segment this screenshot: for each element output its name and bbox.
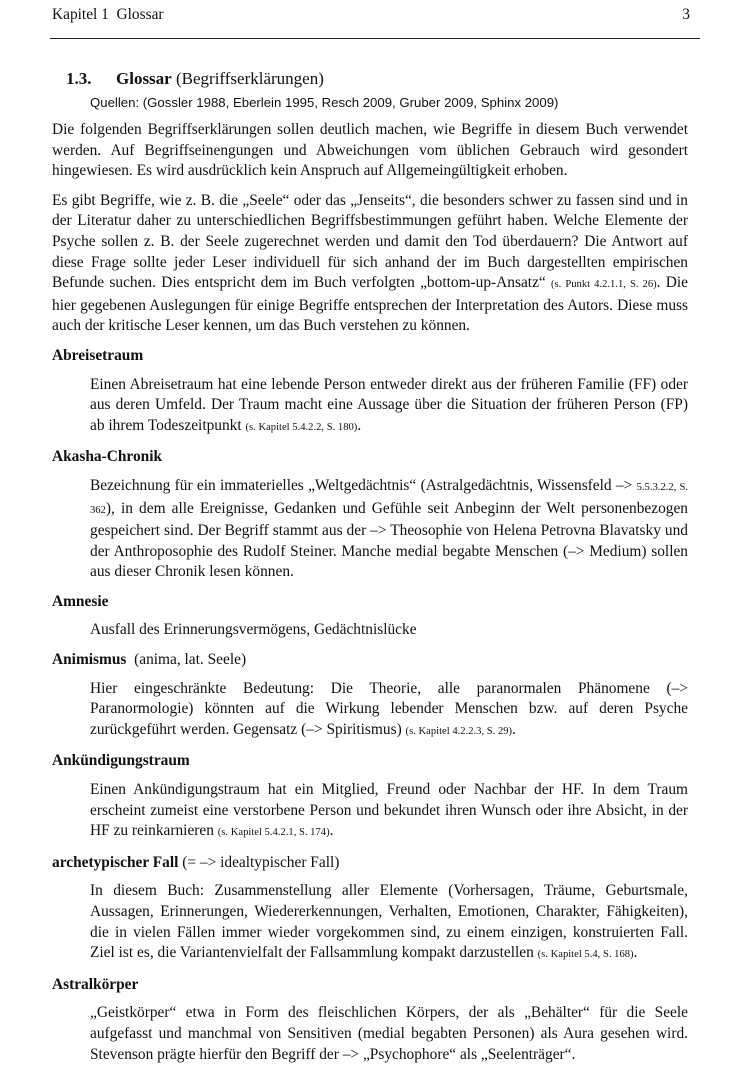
definition-text-end: .	[633, 944, 638, 962]
term-name: Astralkörper	[52, 975, 139, 993]
term-heading	[52, 346, 688, 367]
term-heading	[52, 650, 688, 671]
term-definition	[90, 780, 688, 844]
header-chapter: Kapitel 1 Glossar	[52, 6, 164, 23]
definition-reference: (s. Kapitel 5.4.2.1, S. 174)	[217, 827, 330, 839]
intro-p2-reference: (s. Punkt 4.2.1.1, S. 26)	[551, 279, 657, 291]
intro-p2-text-b: . Die hier gegebenen Auslegungen für einige Begriffe entsprechen der Interpretation des Autors. Diese muss auch der kritische Leser kennen, um das Buch verstehen zu können.	[52, 274, 688, 335]
main-content	[52, 68, 688, 1065]
glossary-entry	[52, 751, 688, 843]
glossary-entry	[52, 975, 688, 1065]
definition-reference: (s. Kapitel 4.2.2.3, S. 29)	[405, 725, 513, 737]
term-name: archetypischer Fall	[52, 853, 179, 871]
section-number: 1.3.	[66, 69, 92, 88]
definition-text: In diesem Buch: Zusammenstellung aller Elemente (Vorhersagen, Träume, Geburtsmale, Aussagen, Erinnerungen, Wiedererkennungen, Verhalten, Emotionen, Charakter, Fähigkeiten), die in vielen Fällen immer wieder vorgekommen sind, zu einem einzigen, konstruierten Fall. Ziel ist es, die Variantenvielfalt der Fallsammlung kompakt darzustellen	[90, 882, 688, 962]
term-note: (anima, lat. Seele)	[134, 651, 247, 669]
term-name: Amnesie	[52, 592, 109, 610]
term-name: Akasha-Chronik	[52, 448, 163, 466]
section-title: Glossar	[116, 69, 172, 88]
definition-text-end: .	[357, 416, 362, 434]
term-definition	[90, 375, 688, 439]
term-name: Ankündigungstraum	[52, 752, 190, 770]
term-heading	[52, 975, 688, 996]
definition-reference: (s. Kapitel 5.4, S. 168)	[537, 949, 634, 961]
term-heading	[52, 853, 688, 874]
glossary-entry	[52, 447, 688, 583]
term-definition	[90, 1003, 688, 1065]
term-definition	[90, 881, 688, 965]
intro-paragraph-1: Die folgenden Begriffserklärungen sollen deutlich machen, wie Begriffe in diesem Buch verwendet werden. Auf Begriffseinengungen und Abweichungen vom üblichen Gebrauch wird gesondert hingewiesen. Es wird ausdrücklich kein Anspruch auf Allgemeingültigkeit erhoben.	[52, 121, 688, 180]
term-note: (= –> idealtypischer Fall)	[182, 853, 340, 871]
definition-text-end: .	[512, 720, 516, 738]
section-heading	[66, 68, 688, 90]
glossary-entry	[52, 650, 688, 742]
page-number: 3	[682, 6, 690, 23]
header-rule	[50, 38, 700, 39]
term-definition	[90, 679, 688, 743]
term-definition	[90, 476, 688, 583]
definition-text: „Geistkörper“ etwa in Form des fleischlichen Körpers, der als „Behälter“ für die Seele aufgefasst und manchmal von Sensitiven (medial begabten Personen) als Aura gesehen wird. Stevenson prägte hierfür den Begriff der –> „Psychophore“ als „Seelenträger“.	[90, 1004, 688, 1063]
definition-reference: (s. Kapitel 5.4.2.2, S. 180)	[245, 421, 358, 433]
term-definition	[90, 620, 688, 641]
glossary-entry	[52, 592, 688, 641]
sources-line: Quellen: (Gossler 1988, Eberlein 1995, Resch 2009, Gruber 2009, Sphinx 2009)	[90, 95, 559, 110]
definition-text: Ausfall des Erinnerungsvermögens, Gedächtnislücke	[90, 621, 417, 639]
glossary-entry	[52, 346, 688, 438]
definition-text-end: .	[329, 822, 334, 840]
intro-p2-text-a: Es gibt Begriffe, wie z. B. die „Seele“ oder das „Jenseits“, die besonders schwer zu fassen sind und in der Literatur daher zu unterschiedlichen Begriffsbestimmungen geführt haben. Welche Elemente der Psyche sollen z. B. der Seele zugerechnet werden und damit den Tod überdauern? Die Antwort auf diese Frage sollte jeder Leser individuell für sich anhand der im Buch dargestellten empirischen Befunde suchen. Dies entspricht dem im Buch verfolgten „bottom-up-Ansatz“	[52, 191, 688, 292]
term-heading	[52, 447, 688, 468]
term-heading	[52, 751, 688, 772]
term-heading	[52, 592, 688, 613]
glossary-entry	[52, 853, 688, 966]
definition-text: Hier eingeschränkte Bedeutung: Die Theorie, alle paranormalen Phänomene (–> Paranormologie) könnten auf die Wirkung lebender Menschen bzw. auf deren Psyche zurückgeführt werden. Gegensatz (–> Spiritismus)	[90, 679, 688, 738]
definition-text: Einen Abreisetraum hat eine lebende Person entweder direkt aus der früheren Familie (FF) oder aus deren Umfeld. Der Traum macht eine Aussage über die Situation der früheren Person (FP) ab ihrem Todeszeitpunkt	[90, 375, 688, 434]
definition-text: Bezeichnung für ein immaterielles „Weltgedächtnis“ (Astralgedächtnis, Wissensfeld –>	[90, 476, 637, 494]
term-name: Abreisetraum	[52, 346, 144, 364]
definition-text-end: ), in dem alle Ereignisse, Gedanken und Gefühle seit Anbeginn der Welt personenbezogen gespeichert sind. Der Begriff stammt aus der –> Theosophie von Helena Petrovna Blavatsky und der Anthroposophie des Rudolf Steiner. Manche medial begabte Menschen (–> Medium) sollen aus dieser Chronik lesen können.	[90, 499, 688, 581]
intro-paragraph-2	[52, 191, 688, 337]
running-header	[52, 5, 690, 26]
glossary-list	[52, 346, 688, 1065]
definition-text: Einen Ankündigungstraum hat ein Mitglied, Freund oder Nachbar der HF. In dem Traum erscheint zumeist eine verstorbene Person und bekundet ihren Wunsch oder ihre Absicht, in der HF zu reinkarnieren	[90, 781, 688, 840]
definition-reference: 5.5.3.2.2, S. 362	[90, 481, 688, 516]
term-name: Animismus	[52, 651, 127, 669]
section-subtitle: (Begriffserklärungen)	[175, 69, 324, 88]
